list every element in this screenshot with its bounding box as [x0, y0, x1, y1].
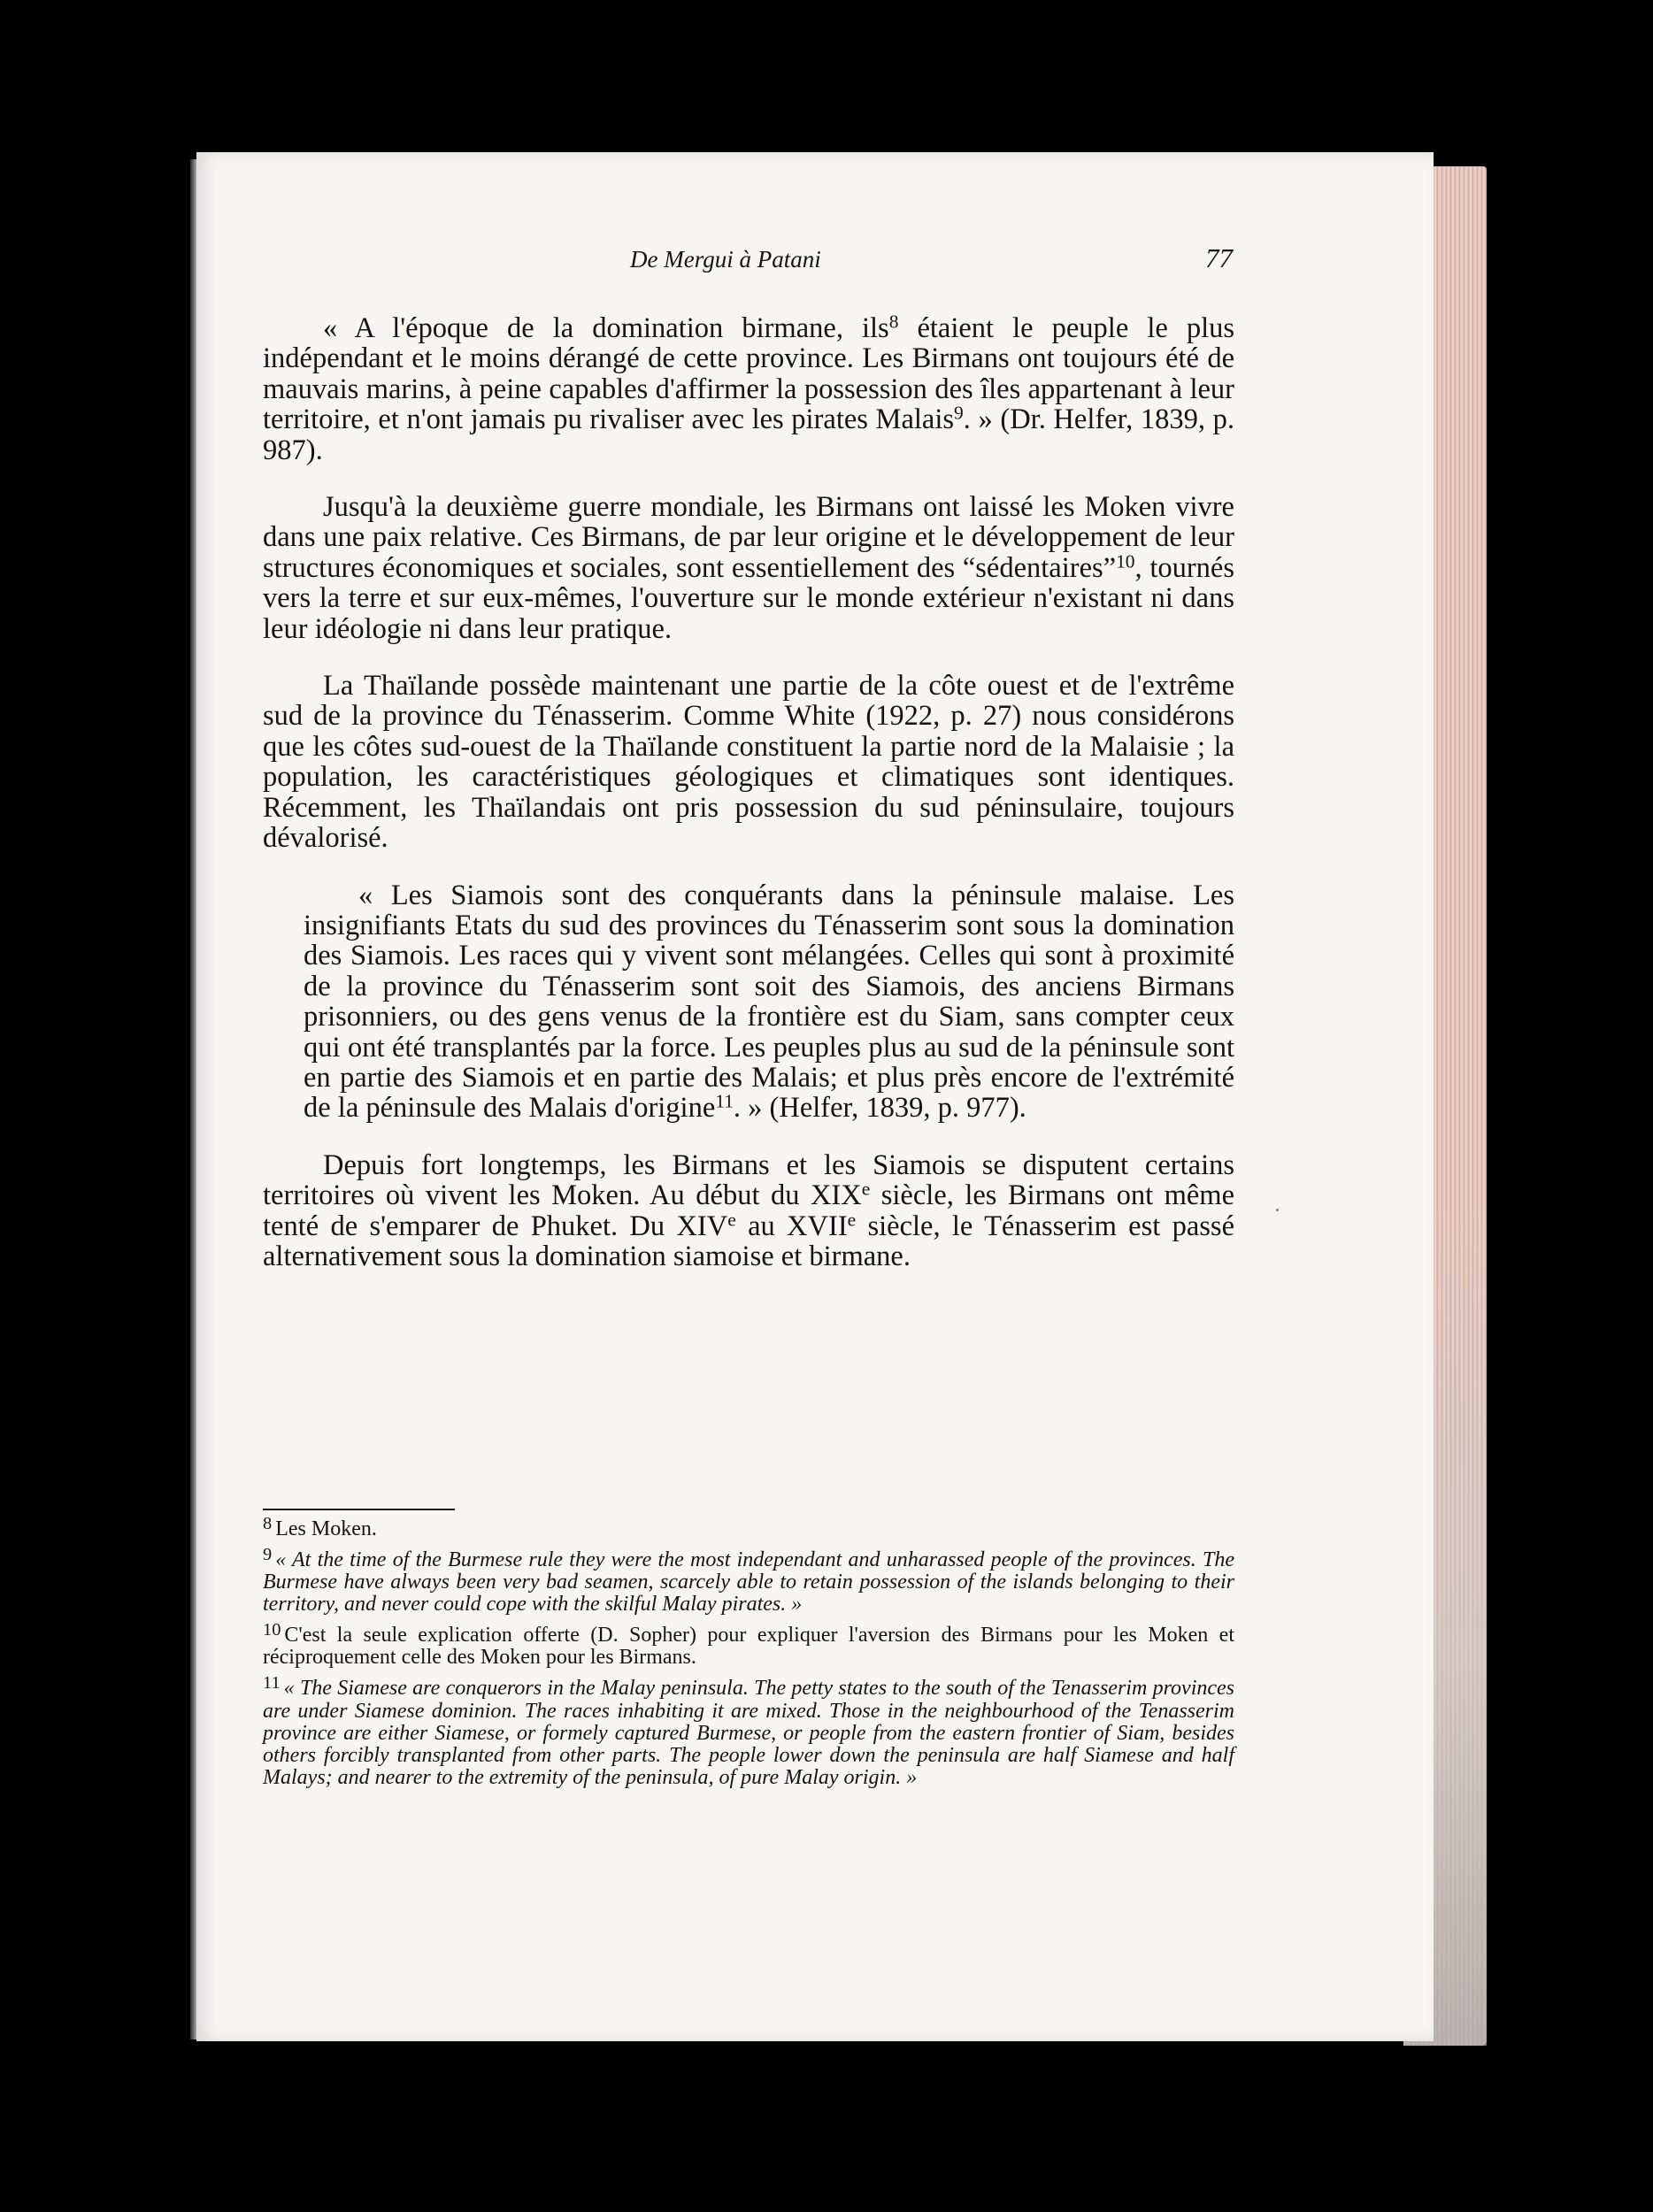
footnote-divider [263, 1509, 455, 1510]
footnote-9 [263, 1544, 1234, 1616]
footnote-number: 10 [263, 1620, 281, 1640]
footnote-number: 11 [263, 1673, 281, 1694]
paragraph-disputes [263, 1150, 1234, 1272]
text-run: étaient le peuple le plus indépendant et le moins dérangé de cette province. Les Birmans ont toujours été de mauvais marins, à peine capables d'affirmer la possession des îles appartenant à leur territoire, et n'ont jamais pu rivaliser avec les pirates Malais [263, 312, 1234, 436]
footnote-11 [263, 1672, 1234, 1788]
footnote-number: 9 [263, 1545, 273, 1565]
century-superscript: e [861, 1178, 871, 1200]
text-run: . » (Dr. Helfer, 1839, p. 987). [263, 403, 1234, 466]
footnote-ref-10: 10 [1116, 550, 1135, 572]
footnote-8 [263, 1513, 1234, 1540]
century-superscript: e [847, 1208, 857, 1230]
paragraph-burmese-sedentary [263, 492, 1234, 644]
footnote-number: 8 [263, 1514, 273, 1533]
footnote-text: Les Moken. [275, 1517, 377, 1541]
century-superscript: e [727, 1208, 736, 1230]
footnote-ref-8: 8 [888, 311, 899, 333]
footnotes [263, 1513, 1234, 1793]
text-run: Depuis fort longtemps, les Birmans et les Siamois se disputent certains territoires où vivent les Moken. Au début du XIX [263, 1148, 1234, 1212]
footnote-10 [263, 1619, 1234, 1669]
text-run: siècle, le Ténasserim est passé alternativement sous la domination siamoise et birmane. [263, 1210, 1234, 1272]
footnote-ref-9: 9 [954, 402, 964, 424]
running-title: De Mergui à Patani [630, 246, 821, 273]
text-run: « A l'époque de la domination birmane, ils [323, 312, 889, 344]
footnote-ref-11: 11 [715, 1090, 734, 1112]
paper-speck [1276, 1209, 1279, 1211]
paragraph-quote-helfer-2 [263, 880, 1234, 1124]
footnote-text: C'est la seule explication offerte (D. Sopher) pour expliquer l'aversion des Birmans pour les Moken et réciproquement celle des Moken pour les Birmans. [263, 1624, 1234, 1670]
paragraph-thailand: La Thaïlande possède maintenant une partie de la côte ouest et de l'extrême sud de la province du Ténasserim. Comme White (1922, p. 27) nous considérons que les côtes sud-ouest de la Thaïlande constituent la partie nord de la Malaisie ; la population, les caractéristiques géologiques et climatiques sont identiques. Récemment, les Thaïlandais ont pris possession du sud péninsulaire, toujours dévalorisé. [263, 670, 1234, 855]
text-run: au XVII [735, 1210, 848, 1242]
text-run: « Les Siamois sont des conquérants dans la péninsule malaise. Les insignifiants Etats du sud des provinces du Ténasserim sont sous la domination des Siamois. Les races qui y vivent sont mélangées. Celles qui sont à proximité de la province du Ténasserim sont soit des Siamois, des anciens Birmans prisonniers, ou des gens venus de la frontière est du Siam, sans compter ceux qui ont été transplantés par la force. Les peuples plus au sud de la péninsule sont en partie des Siamois et en partie des Malais; et plus près encore de l'extrémité de la péninsule des Malais d'origine [304, 879, 1234, 1125]
paragraph-quote-helfer-1 [263, 313, 1234, 465]
text-run: , tournés vers la terre et sur eux-mêmes, l'ouverture sur le monde extérieur n'existant ni dans leur idéologie ni dans leur pratique. [263, 551, 1234, 645]
text-run: siècle, les Birmans ont même tenté de s'emparer de Phuket. Du XIV [263, 1179, 1235, 1242]
page-number: 77 [1205, 242, 1233, 273]
footnote-text: « The Siamese are conquerors in the Malay peninsula. The petty states to the south of the Tenasserim provinces are under Siamese dominion. The races inhabiting it are mixed. Those in the neighbourhood of the Tenasserim province are either Siamese, or formely captured Burmese, or people from the eastern frontier of Siam, besides others forcibly transplanted from other parts. The people lower down the peninsula are half Siamese and half Malays; and nearer to the extremity of the peninsula, of pure Malay origin. » [263, 1677, 1234, 1789]
text-run: Jusqu'à la deuxième guerre mondiale, les Birmans ont laissé les Moken vivre dans une paix relative. Ces Birmans, de par leur origine et le développement de leur structures économiques et sociales, sont essentiellement des “sédentaires” [263, 491, 1234, 584]
body-text [263, 313, 1234, 1298]
text-run: . » (Helfer, 1839, p. 977). [733, 1092, 1026, 1125]
footnote-text: « At the time of the Burmese rule they were the most independant and unharassed people of the provinces. The Burmese have always been very bad seamen, scarcely able to retain possession of the islands belonging to their territory, and never could cope with the skilful Malay pirates. » [263, 1548, 1234, 1617]
